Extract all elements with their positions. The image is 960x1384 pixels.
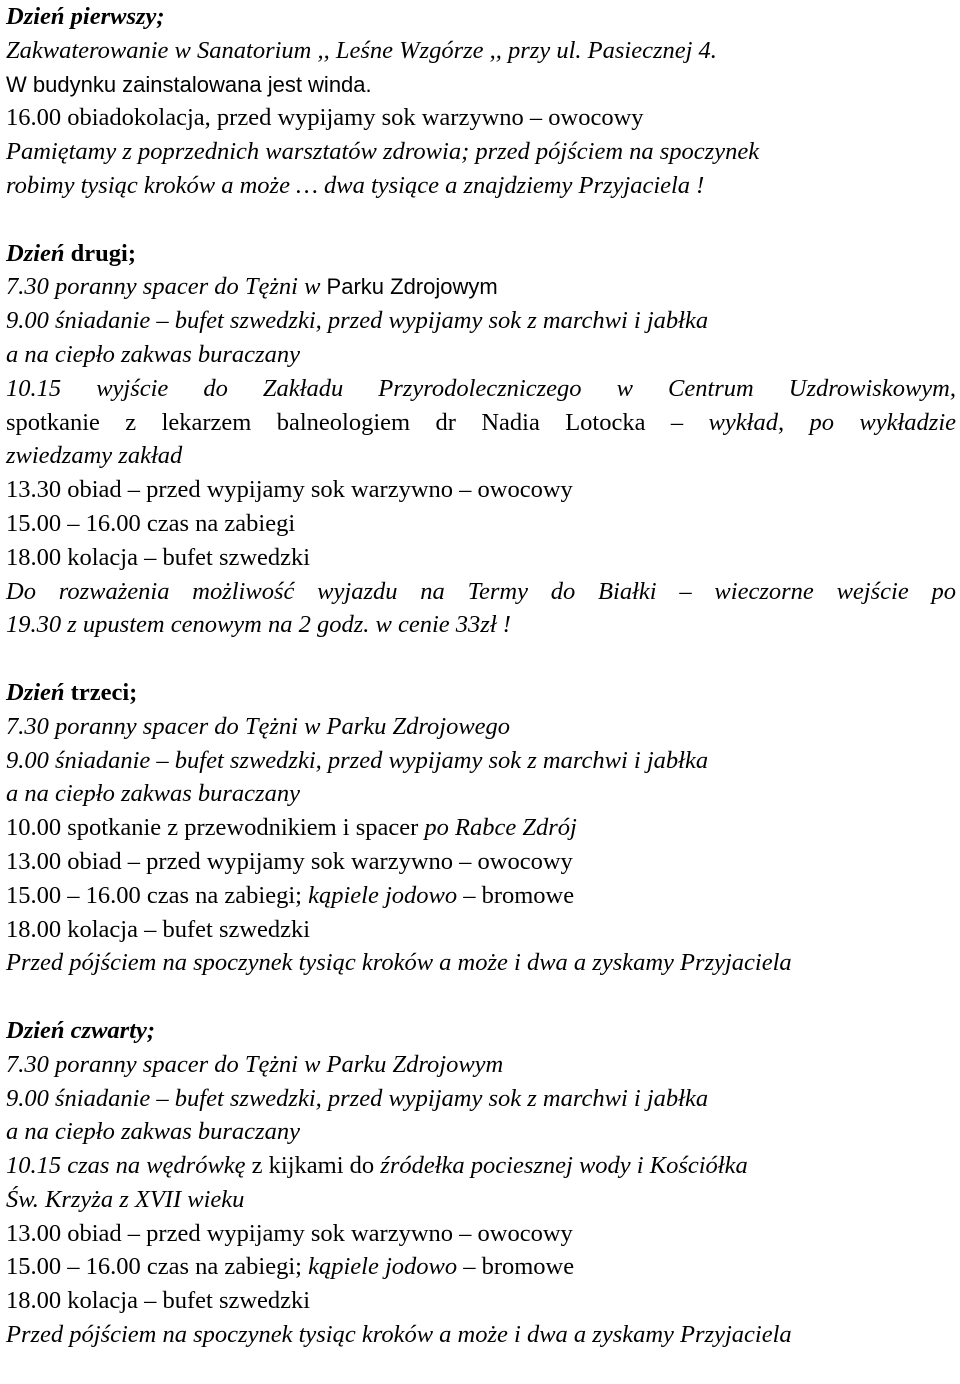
day4-hike-plain: z kijkami do bbox=[245, 1152, 381, 1180]
day2-supper: 18.00 kolacja – bufet szwedzki bbox=[6, 543, 311, 571]
day3-treatments-plain: 15.00 – 16.00 czas na zabiegi; bbox=[6, 881, 309, 909]
day4-heading: Dzień czwarty; bbox=[6, 1016, 156, 1044]
day2-breakfast bbox=[6, 304, 956, 338]
day3-guide-plain: 10.00 spotkanie z przewodnikiem i spacer bbox=[6, 814, 425, 842]
day2-walk bbox=[6, 270, 956, 304]
day2-visit-line2 bbox=[6, 406, 956, 440]
day2-walk-rest: Parku Zdrojowym bbox=[326, 274, 498, 300]
day3-closing: Przed pójściem na spoczynek tysiąc kroków a może i dwa a zyskamy Przyjaciela bbox=[6, 949, 792, 977]
day4-supper: 18.00 kolacja – bufet szwedzki bbox=[6, 1287, 311, 1315]
day1-heading: Dzień pierwszy; bbox=[6, 3, 165, 30]
day2-heading-rest: drugi; bbox=[64, 239, 137, 267]
day1-elevator-note: W budynku zainstalowana jest winda. bbox=[6, 71, 372, 97]
day2-note-line1: Do rozważenia możliwość wyjazdu na Termy do Białki – wieczorne wejście po bbox=[6, 577, 956, 605]
day3-treatments-rest: – bromowe bbox=[457, 881, 575, 909]
day3-breakfast-rest: – bufet szwedzki, przed wypijamy sok z marchwi i jabłka bbox=[150, 746, 709, 774]
day3-breakfast-italic: 9.00 śniadanie bbox=[6, 746, 151, 774]
day4-hike bbox=[6, 1149, 956, 1183]
day4-breakfast bbox=[6, 1082, 956, 1116]
day1-reminder-line2: robimy tysiąc kroków a może … dwa tysiące a znajdziemy Przyjaciela ! bbox=[6, 171, 705, 199]
day1-accommodation: Zakwaterowanie w Sanatorium ,, Leśne Wzgórze ,, przy ul. Pasiecznej 4. bbox=[6, 36, 717, 64]
day4-lunch: 13.00 obiad – przed wypijamy sok warzywno – owocowy bbox=[6, 1219, 573, 1247]
day3-treatments-italic: kąpiele jodowo bbox=[308, 881, 458, 909]
day3-breakfast bbox=[6, 744, 956, 778]
day4-walk: 7.30 poranny spacer do Tężni w Parku Zdrojowym bbox=[6, 1050, 504, 1078]
day3-guide-italic: po Rabce Zdrój bbox=[424, 814, 577, 842]
day2-walk-italic: 7.30 poranny spacer do Tężni w bbox=[6, 273, 327, 301]
day4-breakfast-rest: – bufet szwedzki, przed wypijamy sok z marchwi i jabłka bbox=[150, 1084, 709, 1112]
day3-supper: 18.00 kolacja – bufet szwedzki bbox=[6, 915, 311, 943]
day4-treatments-rest: – bromowe bbox=[457, 1253, 575, 1281]
day4-hike-italic2: źródełka pociesznej wody i Kościółka bbox=[380, 1152, 748, 1180]
day2-visit-line2-italic: – wykład, po wykładzie bbox=[645, 408, 956, 436]
day3-guide bbox=[6, 811, 956, 845]
day2-note-line2: 19.30 z upustem cenowym na 2 godz. w cenie 33zł ! bbox=[6, 611, 511, 639]
document-page bbox=[6, 0, 956, 1352]
day1-dinner: 16.00 obiadokolacja, przed wypijamy sok warzywno – owocowy bbox=[6, 104, 644, 132]
day2-visit-line3: zwiedzamy zakład bbox=[6, 442, 183, 470]
day4-treatments-plain: 15.00 – 16.00 czas na zabiegi; bbox=[6, 1253, 309, 1281]
day4-hike-italic: 10.15 czas na wędrówkę bbox=[6, 1152, 246, 1180]
day3-heading bbox=[6, 676, 956, 710]
day4-treatments bbox=[6, 1250, 956, 1284]
day4-closing: Przed pójściem na spoczynek tysiąc kroków a może i dwa a zyskamy Przyjaciela bbox=[6, 1321, 792, 1349]
spacer bbox=[6, 203, 956, 237]
day3-heading-rest: trzeci; bbox=[64, 678, 138, 706]
spacer bbox=[6, 980, 956, 1014]
day2-lunch: 13.30 obiad – przed wypijamy sok warzywno – owocowy bbox=[6, 476, 573, 504]
spacer bbox=[6, 642, 956, 676]
day4-treatments-italic: kąpiele jodowo bbox=[308, 1253, 458, 1281]
day3-lunch: 13.00 obiad – przed wypijamy sok warzywno – owocowy bbox=[6, 847, 573, 875]
day4-breakfast-italic: 9.00 śniadanie bbox=[6, 1084, 151, 1112]
day2-heading-italic: Dzień bbox=[6, 239, 65, 267]
day2-treatments: 15.00 – 16.00 czas na zabiegi bbox=[6, 509, 296, 537]
day3-walk: 7.30 poranny spacer do Tężni w Parku Zdrojowego bbox=[6, 712, 511, 740]
day3-breakfast-line2: a na ciepło zakwas buraczany bbox=[6, 780, 300, 808]
day2-breakfast-line2: a na ciepło zakwas buraczany bbox=[6, 340, 300, 368]
day2-breakfast-rest: – bufet szwedzki, przed wypijamy sok z marchwi i jabłka bbox=[150, 307, 709, 335]
day2-heading bbox=[6, 237, 956, 271]
day2-breakfast-italic: 9.00 śniadanie bbox=[6, 307, 151, 335]
day1-reminder-line1: Pamiętamy z poprzednich warsztatów zdrowia; przed pójściem na spoczynek bbox=[6, 138, 760, 166]
day2-visit-line1: 10.15 wyjście do Zakładu Przyrodoleczniczego w Centrum Uzdrowiskowym, bbox=[6, 374, 956, 402]
day3-heading-italic: Dzień bbox=[6, 678, 65, 706]
day2-visit-line2-plain: spotkanie z lekarzem balneologiem dr Nadia Lotocka bbox=[6, 408, 646, 436]
day4-breakfast-line2: a na ciepło zakwas buraczany bbox=[6, 1118, 300, 1146]
day3-treatments bbox=[6, 879, 956, 913]
day4-hike-line2: Św. Krzyża z XVII wieku bbox=[6, 1185, 245, 1213]
